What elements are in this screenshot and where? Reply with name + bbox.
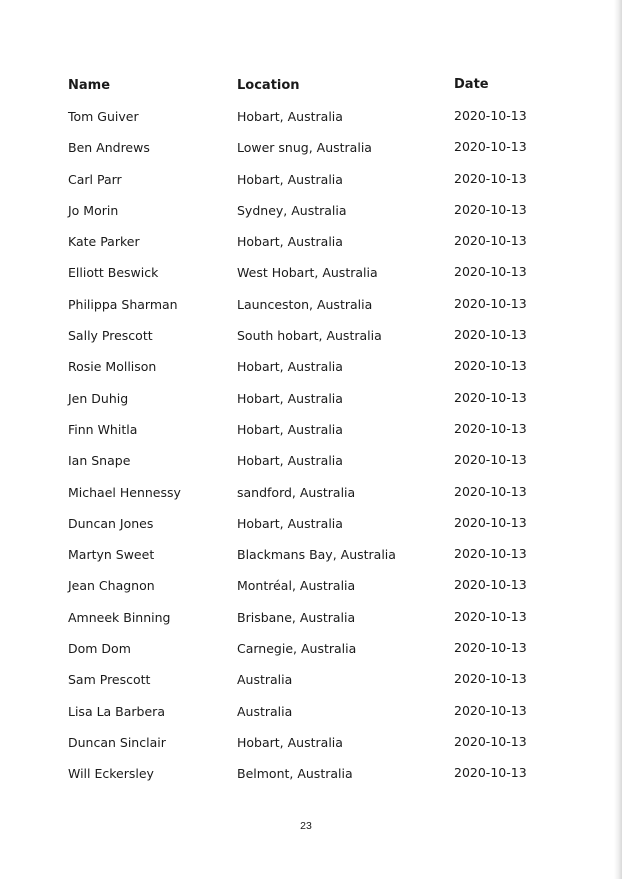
row-location: Hobart, Australia <box>237 390 343 406</box>
row-name: Finn Whitla <box>68 421 138 437</box>
row-name: Kate Parker <box>68 234 140 250</box>
row-location: Australia <box>237 672 293 688</box>
row-name: Duncan Jones <box>68 515 154 531</box>
row-date: 2020-10-13 <box>454 201 527 217</box>
row-date: 2020-10-13 <box>454 452 527 468</box>
row-location: Hobart, Australia <box>237 515 343 531</box>
row-location: Hobart, Australia <box>237 171 343 187</box>
row-location: West Hobart, Australia <box>237 265 378 281</box>
table-row <box>0 140 622 171</box>
row-date: 2020-10-13 <box>454 233 527 249</box>
table-row <box>0 391 622 422</box>
table-row <box>0 203 622 234</box>
header-date: Date <box>454 77 489 92</box>
row-date: 2020-10-13 <box>454 608 527 624</box>
row-date: 2020-10-13 <box>454 765 527 781</box>
row-location: Carnegie, Australia <box>237 641 357 657</box>
table-row <box>0 359 622 390</box>
row-date: 2020-10-13 <box>454 640 527 656</box>
table-row <box>0 172 622 203</box>
row-name: Duncan Sinclair <box>68 734 166 750</box>
row-name: Jo Morin <box>68 202 119 218</box>
table-row <box>0 704 622 735</box>
row-name: Jean Chagnon <box>68 578 155 594</box>
row-name: Rosie Mollison <box>68 359 157 375</box>
table-row <box>0 297 622 328</box>
row-location: Launceston, Australia <box>237 296 373 312</box>
row-name: Philippa Sharman <box>68 296 178 312</box>
row-location: Brisbane, Australia <box>237 609 356 625</box>
row-location: Belmont, Australia <box>237 766 353 782</box>
table-row <box>0 234 622 265</box>
row-name: Tom Guiver <box>68 109 139 124</box>
row-location: Hobart, Australia <box>237 359 343 375</box>
table-header <box>0 78 622 98</box>
header-name: Name <box>68 78 111 93</box>
row-date: 2020-10-13 <box>454 139 527 155</box>
row-date: 2020-10-13 <box>454 295 527 311</box>
table-row <box>0 641 622 672</box>
table-row <box>0 735 622 766</box>
row-date: 2020-10-13 <box>454 327 527 343</box>
row-date: 2020-10-13 <box>454 420 527 436</box>
row-name: Michael Hennessy <box>68 484 181 500</box>
table-row <box>0 328 622 359</box>
table-row <box>0 485 622 516</box>
row-name: Jen Duhig <box>68 390 129 406</box>
row-location: Hobart, Australia <box>237 234 343 250</box>
table-row <box>0 109 622 140</box>
row-date: 2020-10-13 <box>454 483 527 499</box>
row-location: South hobart, Australia <box>237 328 382 344</box>
row-location: Hobart, Australia <box>237 109 343 124</box>
row-date: 2020-10-13 <box>454 264 527 280</box>
page-number: 23 <box>300 820 312 832</box>
row-location: Montréal, Australia <box>237 578 356 594</box>
row-name: Elliott Beswick <box>68 265 159 281</box>
table-row <box>0 422 622 453</box>
row-date: 2020-10-13 <box>454 514 527 530</box>
row-location: Hobart, Australia <box>237 453 343 469</box>
row-location: Australia <box>237 703 293 719</box>
row-name: Will Eckersley <box>68 766 154 782</box>
row-name: Sally Prescott <box>68 328 153 344</box>
table-row <box>0 453 622 484</box>
row-location: Lower snug, Australia <box>237 140 372 156</box>
row-date: 2020-10-13 <box>454 671 527 687</box>
row-name: Dom Dom <box>68 641 131 657</box>
row-date: 2020-10-13 <box>454 702 527 718</box>
row-location: Hobart, Australia <box>237 734 343 750</box>
row-name: Ian Snape <box>68 453 131 469</box>
row-date: 2020-10-13 <box>454 358 527 374</box>
table-row <box>0 578 622 609</box>
row-date: 2020-10-13 <box>454 170 527 186</box>
row-name: Sam Prescott <box>68 672 151 688</box>
table-row <box>0 547 622 578</box>
table-row <box>0 610 622 641</box>
row-date: 2020-10-13 <box>454 733 527 749</box>
row-name: Ben Andrews <box>68 140 150 156</box>
table-row <box>0 766 622 797</box>
row-name: Lisa La Barbera <box>68 703 165 719</box>
row-name: Amneek Binning <box>68 609 171 625</box>
row-date: 2020-10-13 <box>454 108 527 123</box>
row-location: Hobart, Australia <box>237 421 343 437</box>
row-location: sandford, Australia <box>237 484 356 500</box>
table-row <box>0 672 622 703</box>
table-row <box>0 516 622 547</box>
row-name: Carl Parr <box>68 171 122 187</box>
row-date: 2020-10-13 <box>454 546 527 562</box>
table-body <box>0 109 622 798</box>
row-date: 2020-10-13 <box>454 389 527 405</box>
row-location: Blackmans Bay, Australia <box>237 547 396 563</box>
row-name: Martyn Sweet <box>68 547 155 563</box>
row-location: Sydney, Australia <box>237 202 347 218</box>
header-location: Location <box>237 78 300 93</box>
row-date: 2020-10-13 <box>454 577 527 593</box>
table-row <box>0 265 622 296</box>
